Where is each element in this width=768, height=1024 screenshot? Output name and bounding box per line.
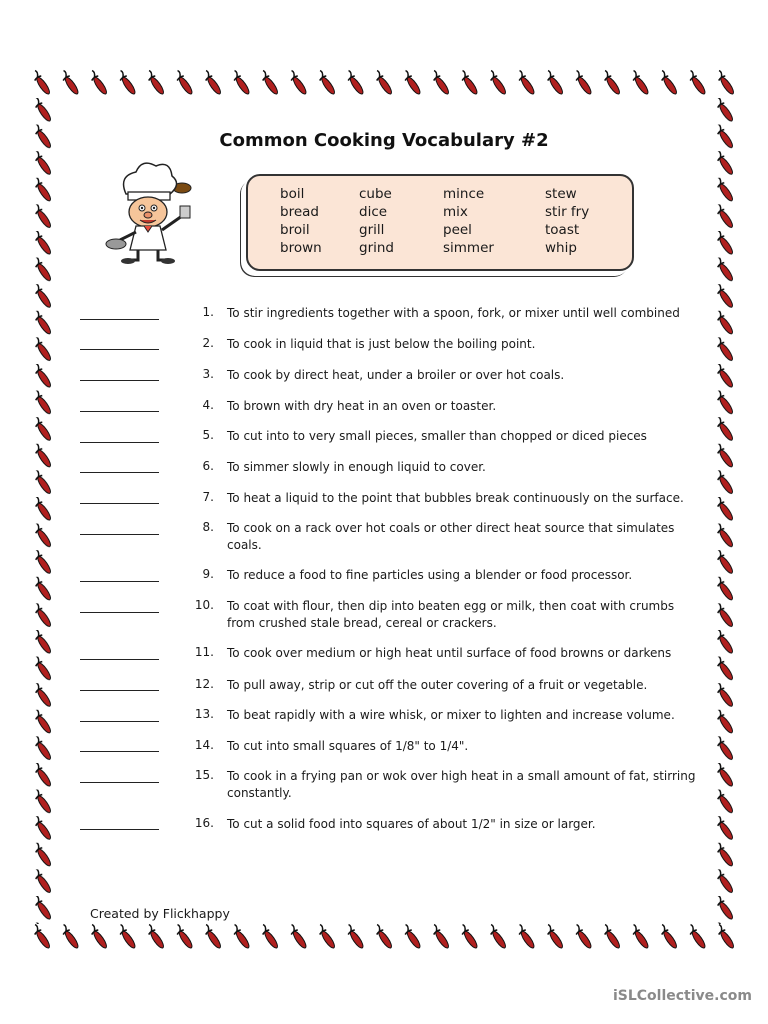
answer-blank[interactable] [80,581,159,582]
word-bank-column-3 [443,185,494,257]
word-bank-word: mix [443,204,468,220]
answer-blank[interactable] [80,782,159,783]
item-definition: To cut into to very small pieces, smaller than chopped or diced pieces [227,429,647,443]
item-number: 8. [202,520,214,534]
item-number: 16. [194,816,214,830]
answer-blank[interactable] [80,534,159,535]
item-definition: To beat rapidly with a wire whisk, or mixer to lighten and increase volume. [227,708,675,722]
word-bank-word: cube [359,186,392,202]
answer-blank[interactable] [80,442,159,443]
border-bottom [28,922,740,954]
item-number: 11. [194,645,214,659]
item-definition: To coat with flour, then dip into beaten egg or milk, then coat with crumbs from crushed stale bread, cereal or crackers. [227,599,675,630]
item-number: 3. [202,367,214,381]
word-bank-column-2 [359,185,394,257]
answer-blank[interactable] [80,612,159,613]
item-definition: To brown with dry heat in an oven or toaster. [227,399,497,413]
answer-blank[interactable] [80,721,159,722]
item-definition: To cook over medium or high heat until surface of food browns or darkens [227,646,672,660]
answer-blank[interactable] [80,690,159,691]
chef-illustration [104,160,214,265]
border-top [28,68,740,100]
answer-blank[interactable] [80,751,159,752]
word-bank-word: broil [280,222,310,238]
item-number: 1. [202,305,214,319]
border-right [710,98,740,924]
word-bank-word: boil [280,186,305,202]
item-definition: To stir ingredients together with a spoon, fork, or mixer until well combined [227,306,680,320]
word-bank [246,174,634,271]
answer-blank[interactable] [80,472,159,473]
answer-blank[interactable] [80,659,159,660]
word-bank-word: simmer [443,240,494,256]
watermark: iSLCollective.com [612,988,752,1004]
border-left [28,98,58,924]
answer-blank[interactable] [80,503,159,504]
word-bank-word: whip [545,240,577,256]
word-bank-word: grind [359,240,394,256]
item-definition: To reduce a food to fine particles using a blender or food processor. [227,568,633,582]
item-number: 5. [202,428,214,442]
item-number: 13. [194,707,214,721]
item-number: 4. [202,398,214,412]
word-bank-word: peel [443,222,472,238]
word-bank-word: stir fry [545,204,590,220]
item-definition: To pull away, strip or cut off the outer covering of a fruit or vegetable. [227,678,648,692]
item-definition: To cook in a frying pan or wok over high heat in a small amount of fat, stirring constantly. [227,769,696,800]
item-definition: To cut into small squares of 1/8" to 1/4". [227,739,469,753]
item-number: 6. [202,459,214,473]
word-bank-word: grill [359,222,385,238]
answer-blank[interactable] [80,319,159,320]
word-bank-column-1 [280,185,322,257]
word-bank-word: stew [545,186,577,202]
item-definition: To cut a solid food into squares of about 1/2" in size or larger. [227,817,596,831]
item-definition: To simmer slowly in enough liquid to cover. [227,460,486,474]
credit-line: Created by Flickhappy [90,906,230,921]
item-number: 9. [202,567,214,581]
word-bank-word: brown [280,240,322,256]
answer-blank[interactable] [80,380,159,381]
item-number: 7. [202,490,214,504]
word-bank-word: bread [280,204,319,220]
item-number: 10. [194,598,214,612]
item-definition: To cook by direct heat, under a broiler or over hot coals. [227,368,565,382]
answer-blank[interactable] [80,829,159,830]
word-bank-word: toast [545,222,580,238]
item-number: 14. [194,738,214,752]
item-number: 15. [194,768,214,782]
item-definition: To cook in liquid that is just below the boiling point. [227,337,536,351]
answer-blank[interactable] [80,411,159,412]
word-bank-word: dice [359,204,388,220]
item-number: 12. [194,677,214,691]
answer-blank[interactable] [80,349,159,350]
word-bank-column-4 [545,185,589,257]
item-definition: To heat a liquid to the point that bubbles break continuously on the surface. [227,491,684,505]
word-bank-word: mince [443,186,485,202]
item-definition: To cook on a rack over hot coals or other direct heat source that simulates coals. [227,521,675,552]
page-title: Common Cooking Vocabulary #2 [219,130,549,151]
item-number: 2. [202,336,214,350]
